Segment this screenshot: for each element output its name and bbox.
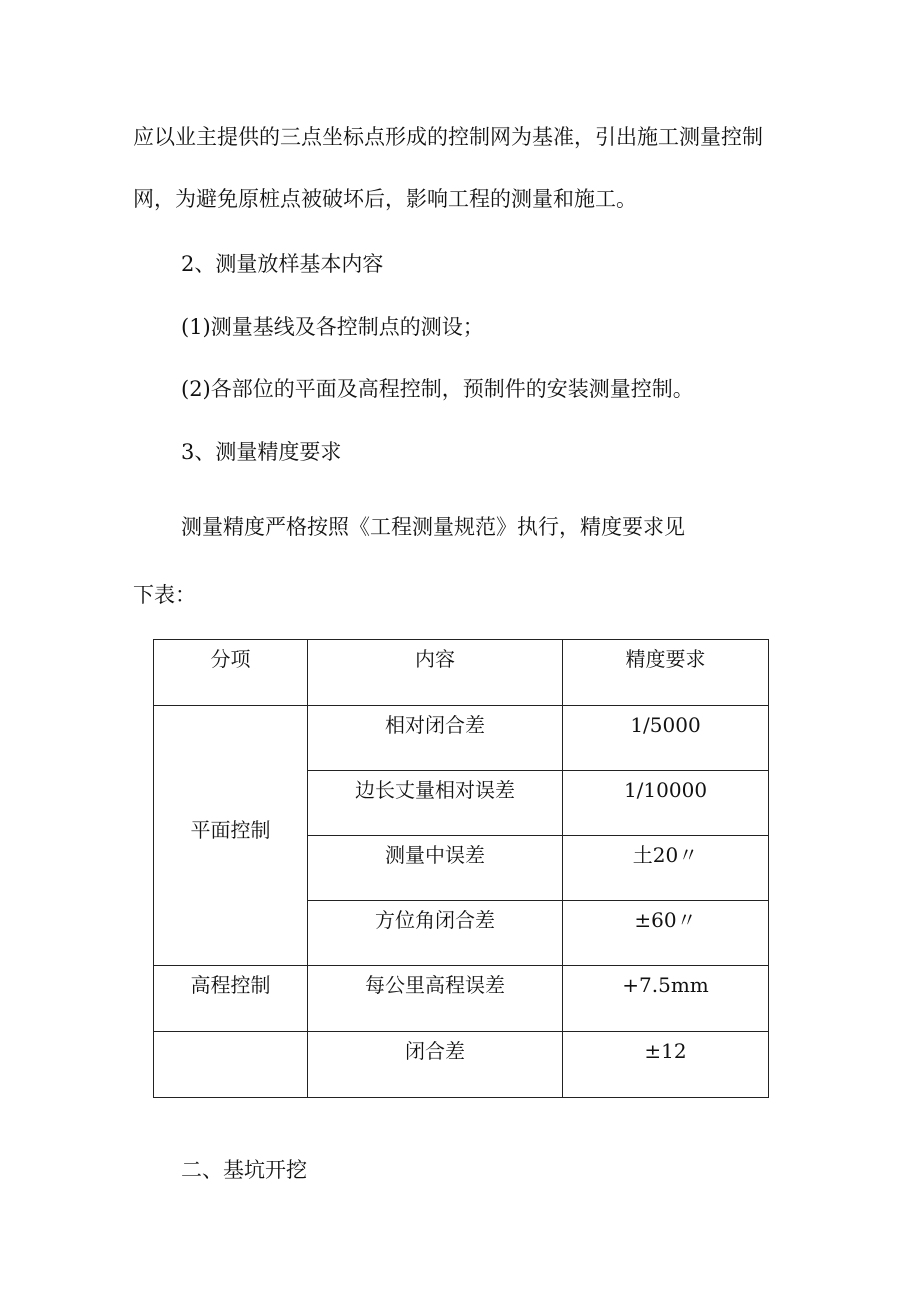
next-section-heading: 二、基坑开挖 (181, 1158, 307, 1182)
row-content: 边长丈量相对误差 (308, 771, 563, 836)
table-row (154, 966, 769, 1032)
row-content: 相对闭合差 (308, 706, 563, 771)
row-requirement: 1/5000 (563, 706, 769, 771)
group-elevation-control: 高程控制 (154, 966, 308, 1032)
header-content: 内容 (308, 640, 563, 706)
row-requirement: ±60〃 (563, 901, 769, 966)
row-requirement: +7.5mm (563, 966, 769, 1032)
group-plane-control: 平面控制 (154, 706, 308, 966)
precision-table (153, 639, 769, 1098)
empty-cell (154, 1032, 308, 1098)
table-header-row (154, 640, 769, 706)
precision-line-1: 测量精度严格按照《工程测量规范》执行，精度要求见 (181, 515, 685, 539)
intro-line-2: 网，为避免原桩点被破坏后，影响工程的测量和施工。 (133, 187, 637, 211)
header-requirement: 精度要求 (563, 640, 769, 706)
row-content: 闭合差 (308, 1032, 563, 1098)
row-content: 每公里高程误差 (308, 966, 563, 1032)
row-content: 测量中误差 (308, 836, 563, 901)
row-content: 方位角闭合差 (308, 901, 563, 966)
intro-line-1: 应以业主提供的三点坐标点形成的控制网为基准，引出施工测量控制 (133, 125, 763, 149)
row-requirement: 土20〃 (563, 836, 769, 901)
row-requirement: ±12 (563, 1032, 769, 1098)
list-item-1: (1)测量基线及各控制点的测设； (181, 315, 484, 339)
section-heading-2: 2、测量放样基本内容 (181, 252, 384, 276)
row-requirement: 1/10000 (563, 771, 769, 836)
list-item-2: (2)各部位的平面及高程控制，预制件的安装测量控制。 (181, 377, 694, 401)
precision-line-2: 下表： (133, 583, 196, 607)
section-heading-3: 3、测量精度要求 (181, 440, 342, 464)
table-row (154, 706, 769, 771)
header-category: 分项 (154, 640, 308, 706)
table-row (154, 1032, 769, 1098)
